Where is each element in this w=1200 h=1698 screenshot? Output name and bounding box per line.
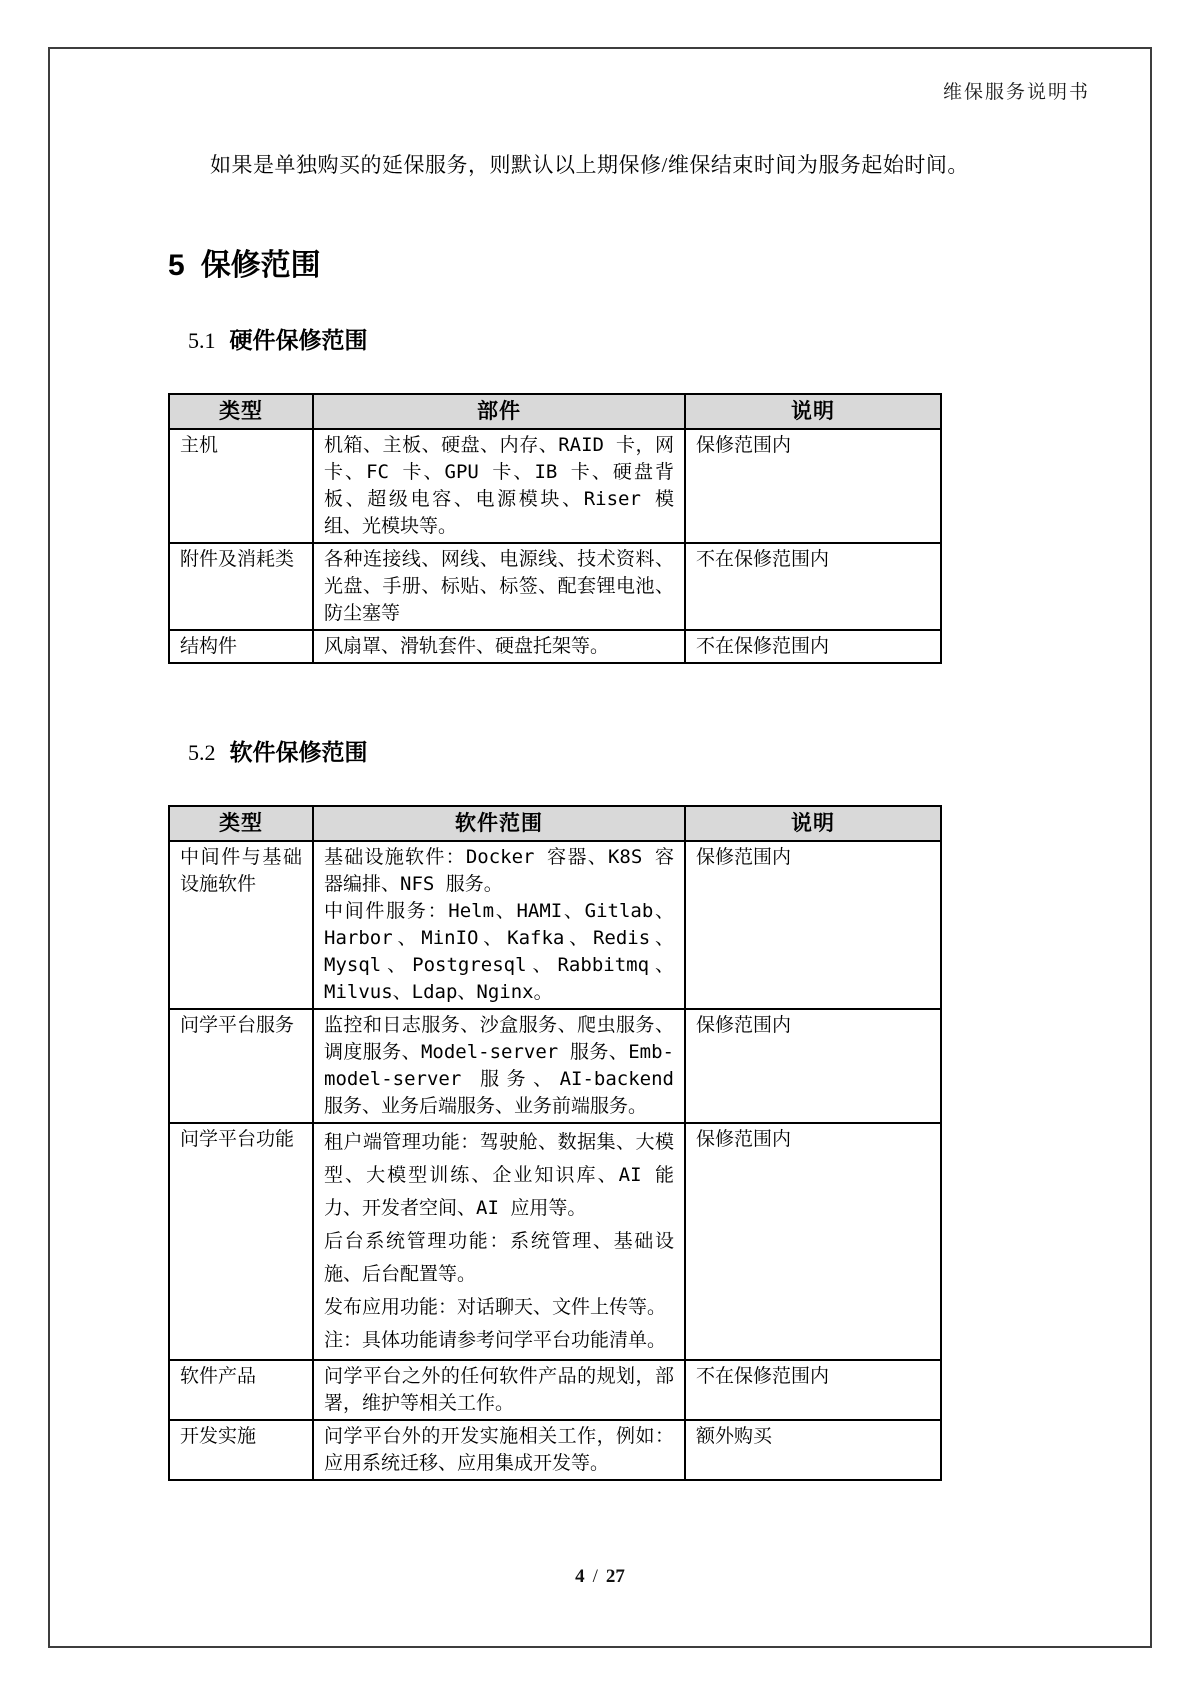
table-header-row bbox=[169, 806, 941, 841]
cell-note: 保修范围内 bbox=[685, 841, 941, 1009]
section-5-title: 保修范围 bbox=[200, 248, 321, 282]
cell-scope: 租户端管理功能：驾驶舱、数据集、大模型、大模型训练、企业知识库、AI 能力、开发者空间、AI 应用等。 后台系统管理功能：系统管理、基础设施、后台配置等。 发布应用功能：对话聊天、文件上传等。 注：具体功能请参考问学平台功能清单。 bbox=[313, 1123, 685, 1360]
cell-type: 问学平台功能 bbox=[169, 1123, 313, 1360]
cell-parts: 机箱、主板、硬盘、内存、RAID 卡，网卡、FC 卡、GPU 卡、IB 卡、硬盘背板、超级电容、电源模块、Riser 模组、光模块等。 bbox=[313, 429, 685, 543]
section-5-1-heading bbox=[188, 322, 1090, 355]
cell-type: 中间件与基础设施软件 bbox=[169, 841, 313, 1009]
section-5-heading bbox=[168, 240, 1090, 284]
cell-scope: 问学平台之外的任何软件产品的规划，部署，维护等相关工作。 bbox=[313, 1360, 685, 1420]
table-row bbox=[169, 1123, 941, 1360]
page-number-separator: / bbox=[592, 1566, 598, 1587]
cell-note: 保修范围内 bbox=[685, 1123, 941, 1360]
page-number: 4 bbox=[575, 1566, 585, 1587]
col-header-parts: 部件 bbox=[313, 394, 685, 429]
table-row bbox=[169, 429, 941, 543]
page-content bbox=[50, 49, 1150, 1646]
cell-note: 额外购买 bbox=[685, 1420, 941, 1480]
section-5-2-title: 软件保修范围 bbox=[229, 738, 368, 765]
cell-note: 不在保修范围内 bbox=[685, 1360, 941, 1420]
cell-scope: 问学平台外的开发实施相关工作，例如：应用系统迁移、应用集成开发等。 bbox=[313, 1420, 685, 1480]
cell-type: 附件及消耗类 bbox=[169, 543, 313, 630]
hardware-warranty-table bbox=[168, 393, 942, 664]
software-warranty-table bbox=[168, 805, 942, 1481]
section-5-1-title: 硬件保修范围 bbox=[229, 326, 368, 353]
col-header-note: 说明 bbox=[685, 394, 941, 429]
table-header-row bbox=[169, 394, 941, 429]
table-row bbox=[169, 1360, 941, 1420]
cell-scope: 基础设施软件：Docker 容器、K8S 容器编排、NFS 服务。 中间件服务：Helm、HAMI、Gitlab、Harbor、MinIO、Kafka、Redis、Mysql、Postgresql、Rabbitmq、Milvus、Ldap、Nginx。 bbox=[313, 841, 685, 1009]
cell-type: 主机 bbox=[169, 429, 313, 543]
table-row bbox=[169, 1420, 941, 1480]
cell-type: 开发实施 bbox=[169, 1420, 313, 1480]
page-border bbox=[48, 47, 1152, 1648]
section-5-1-number: 5.1 bbox=[188, 327, 216, 353]
cell-scope: 监控和日志服务、沙盒服务、爬虫服务、调度服务、Model-server 服务、Emb-model-server 服务、AI-backend 服务、业务后端服务、业务前端服务。 bbox=[313, 1009, 685, 1123]
intro-paragraph: 如果是单独购买的延保服务，则默认以上期保修/维保结束时间为服务起始时间。 bbox=[210, 153, 969, 177]
cell-type: 问学平台服务 bbox=[169, 1009, 313, 1123]
total-pages: 27 bbox=[605, 1566, 625, 1587]
col-header-type: 类型 bbox=[169, 394, 313, 429]
section-5-2-number: 5.2 bbox=[188, 739, 216, 765]
cell-parts: 各种连接线、网线、电源线、技术资料、光盘、手册、标贴、标签、配套锂电池、防尘塞等 bbox=[313, 543, 685, 630]
table-row bbox=[169, 1009, 941, 1123]
page-footer bbox=[50, 1566, 1150, 1588]
section-5-number: 5 bbox=[168, 248, 185, 282]
col-header-scope: 软件范围 bbox=[313, 806, 685, 841]
cell-note: 保修范围内 bbox=[685, 1009, 941, 1123]
table-row bbox=[169, 841, 941, 1009]
col-header-note: 说明 bbox=[685, 806, 941, 841]
cell-note: 保修范围内 bbox=[685, 429, 941, 543]
section-5-2-heading bbox=[188, 734, 1090, 767]
cell-note: 不在保修范围内 bbox=[685, 630, 941, 663]
cell-note: 不在保修范围内 bbox=[685, 543, 941, 630]
cell-parts: 风扇罩、滑轨套件、硬盘托架等。 bbox=[313, 630, 685, 663]
table-row bbox=[169, 630, 941, 663]
cell-type: 结构件 bbox=[169, 630, 313, 663]
running-header: 维保服务说明书 bbox=[942, 82, 1090, 103]
table-row bbox=[169, 543, 941, 630]
col-header-type: 类型 bbox=[169, 806, 313, 841]
cell-type: 软件产品 bbox=[169, 1360, 313, 1420]
